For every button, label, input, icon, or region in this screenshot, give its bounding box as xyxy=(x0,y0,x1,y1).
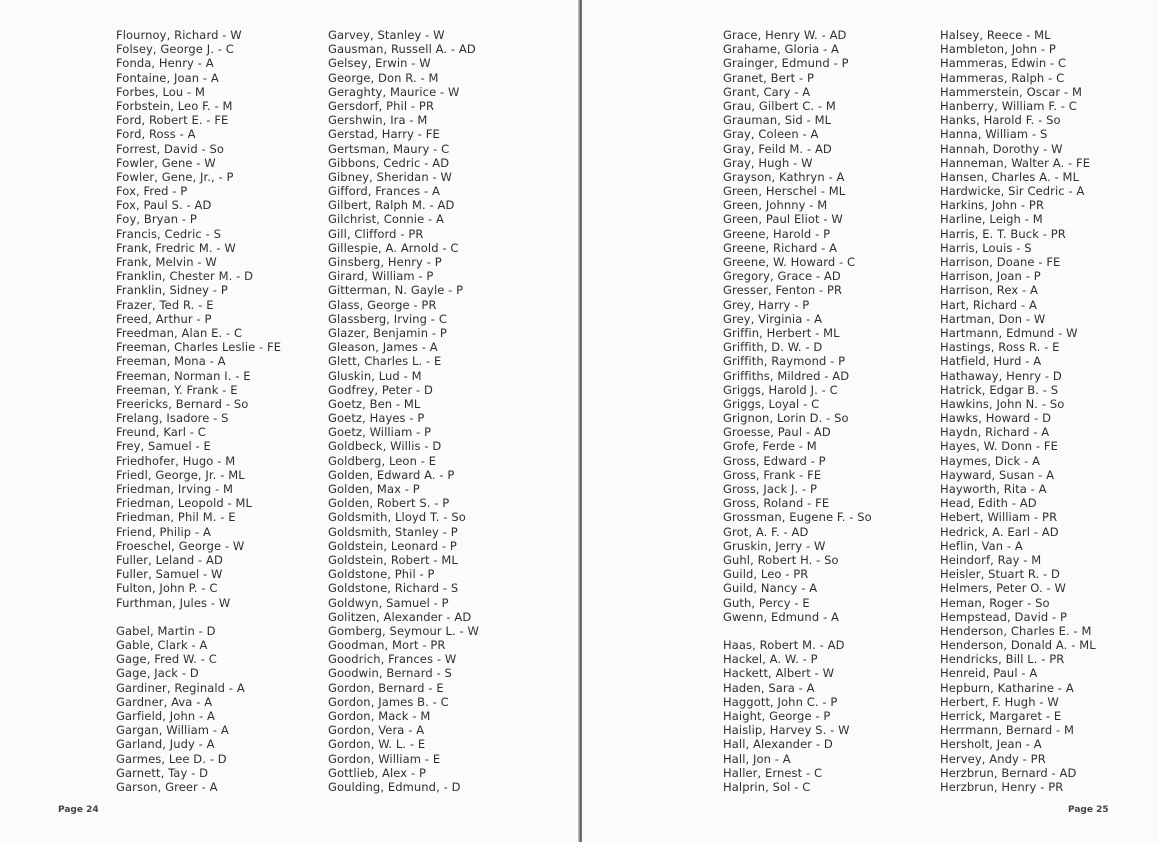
name-column xyxy=(328,28,479,794)
name-entry: Griffith, D. W. - D xyxy=(723,340,823,355)
name-entry: Garland, Judy - A xyxy=(116,737,215,752)
name-entry: Greene, Harold - P xyxy=(723,226,831,241)
name-entry: Hackel, A. W. - P xyxy=(723,652,818,667)
name-entry: Hardwicke, Sir Cedric - A xyxy=(940,184,1085,199)
name-entry: Hart, Richard - A xyxy=(940,297,1037,312)
name-entry: Golden, Max - P xyxy=(328,482,420,496)
name-entry: Head, Edith - AD xyxy=(940,496,1037,511)
name-entry: Gordon, Vera - A xyxy=(328,723,425,738)
name-entry: Franklin, Chester M. - D xyxy=(116,269,254,284)
name-entry: Goetz, Hayes - P xyxy=(328,411,425,426)
name-entry: Halsey, Reece - ML xyxy=(940,28,1051,42)
name-entry: Haas, Robert M. - AD xyxy=(723,638,845,653)
name-entry: Hepburn, Katharine - A xyxy=(940,680,1074,695)
name-entry: Freed, Arthur - P xyxy=(116,311,212,326)
name-entry: Grahame, Gloria - A xyxy=(723,42,839,57)
name-entry: Helmers, Peter O. - W xyxy=(940,581,1066,596)
name-entry: Gable, Clark - A xyxy=(116,638,208,653)
name-entry: Freedman, Alan E. - C xyxy=(116,325,243,340)
name-entry: Hammeras, Edwin - C xyxy=(940,56,1067,71)
name-entry: Griffith, Raymond - P xyxy=(723,354,846,369)
name-entry: Goldsmith, Stanley - P xyxy=(328,524,458,539)
name-entry: Glett, Charles L. - E xyxy=(328,354,442,369)
name-entry: Geraghty, Maurice - W xyxy=(328,84,460,99)
name-entry: Haight, George - P xyxy=(723,709,831,723)
name-entry: Heindorf, Ray - M xyxy=(940,552,1042,567)
name-entry: Griffiths, Mildred - AD xyxy=(723,368,850,383)
name-entry: Hedrick, A. Earl - AD xyxy=(940,524,1059,539)
name-entry: Gertsman, Maury - C xyxy=(328,141,450,156)
name-entry: Friedman, Irving - M xyxy=(116,482,234,496)
name-entry: Haden, Sara - A xyxy=(723,680,815,695)
name-entry: Grofe, Ferde - M xyxy=(723,439,817,454)
name-entry: Gruskin, Jerry - W xyxy=(723,538,826,553)
name-entry: Froeschel, George - W xyxy=(116,538,245,553)
name-entry: Gillespie, A. Arnold - C xyxy=(328,240,459,255)
name-entry: Guild, Nancy - A xyxy=(723,581,818,596)
name-entry: Gross, Edward - P xyxy=(723,453,826,468)
name-entry: Gordon, James B. - C xyxy=(328,694,449,709)
name-entry: Glassberg, Irving - C xyxy=(328,311,447,326)
name-entry: Gordon, W. L. - E xyxy=(328,737,426,752)
name-entry: Grignon, Lorin D. - So xyxy=(723,411,849,426)
name-entry: Herrick, Margaret - E xyxy=(940,709,1062,723)
name-entry: Goldsmith, Lloyd T. - So xyxy=(328,510,466,525)
name-entry: Harris, Louis - S xyxy=(940,240,1032,255)
name-entry: Harrison, Joan - P xyxy=(940,269,1041,284)
name-entry: Halprin, Sol - C xyxy=(723,779,811,794)
name-entry: Gibbons, Cedric - AD xyxy=(328,155,450,170)
name-entry: Hayes, W. Donn - FE xyxy=(940,439,1058,454)
name-entry: Girard, William - P xyxy=(328,269,434,284)
name-entry: Goodwin, Bernard - S xyxy=(328,666,452,681)
name-entry: Gitterman, N. Gayle - P xyxy=(328,283,464,298)
name-entry: Fuller, Samuel - W xyxy=(116,567,223,582)
name-entry: Garvey, Stanley - W xyxy=(328,28,445,42)
name-entry: Gabel, Martin - D xyxy=(116,623,216,638)
name-entry: Goldbeck, Willis - D xyxy=(328,439,442,454)
name-entry: Guild, Leo - PR xyxy=(723,567,809,582)
name-entry: Harline, Leigh - M xyxy=(940,212,1043,227)
name-entry: Haydn, Richard - A xyxy=(940,425,1050,440)
name-entry: Gage, Jack - D xyxy=(116,666,199,681)
name-entry: Herzbrun, Bernard - AD xyxy=(940,765,1077,780)
name-entry: Fontaine, Joan - A xyxy=(116,70,219,85)
name-entry: Hastings, Ross R. - E xyxy=(940,340,1060,355)
name-entry: Goldstone, Richard - S xyxy=(328,581,459,596)
name-entry: Friedman, Leopold - ML xyxy=(116,496,253,511)
name-entry: Hatfield, Hurd - A xyxy=(940,354,1042,369)
name-entry: Griffin, Herbert - ML xyxy=(723,325,840,340)
name-entry: Gersdorf, Phil - PR xyxy=(328,98,435,113)
name-column xyxy=(723,28,872,794)
name-entry: Gardner, Ava - A xyxy=(116,694,213,709)
name-entry: Gluskin, Lud - M xyxy=(328,368,422,383)
name-entry: Goodrich, Frances - W xyxy=(328,652,457,667)
name-entry: Hambleton, John - P xyxy=(940,42,1056,57)
name-entry: Fowler, Gene, Jr., - P xyxy=(116,169,234,184)
name-entry: Harris, E. T. Buck - PR xyxy=(940,226,1066,241)
name-entry: Fox, Fred - P xyxy=(116,184,188,199)
name-entry: Gill, Clifford - PR xyxy=(328,226,424,241)
name-entry: Garfield, John - A xyxy=(116,709,215,723)
name-entry: Gargan, William - A xyxy=(116,723,229,738)
name-entry: Goldstone, Phil - P xyxy=(328,567,435,582)
name-entry: Gordon, Mack - M xyxy=(328,709,431,723)
name-entry: Freund, Karl - C xyxy=(116,425,206,440)
name-entry: Haggott, John C. - P xyxy=(723,694,838,709)
name-entry: George, Don R. - M xyxy=(328,70,439,85)
name-entry: Goulding, Edmund, - D xyxy=(328,779,461,794)
name-entry: Friedl, George, Jr. - ML xyxy=(116,467,245,482)
name-entry: Hempstead, David - P xyxy=(940,609,1068,624)
name-entry: Gray, Coleen - A xyxy=(723,127,819,142)
name-entry: Goldberg, Leon - E xyxy=(328,453,437,468)
name-entry: Gage, Fred W. - C xyxy=(116,652,217,667)
name-entry: Heman, Roger - So xyxy=(940,595,1050,610)
right-page xyxy=(582,0,1158,842)
name-entry: Henreid, Paul - A xyxy=(940,666,1038,681)
name-entry: Hawkins, John N. - So xyxy=(940,396,1065,411)
name-entry: Hall, Jon - A xyxy=(723,751,791,766)
name-entry: Forrest, David - So xyxy=(116,141,225,156)
name-entry: Hanna, William - S xyxy=(940,127,1048,142)
name-entry: Franklin, Sidney - P xyxy=(116,283,228,298)
name-entry: Grauman, Sid - ML xyxy=(723,113,832,128)
name-entry: Freeman, Charles Leslie - FE xyxy=(116,340,282,355)
name-entry: Gifford, Frances - A xyxy=(328,184,440,199)
name-entry: Fowler, Gene - W xyxy=(116,155,216,170)
name-entry: Hayward, Susan - A xyxy=(940,467,1055,482)
section-gap xyxy=(116,610,281,624)
section-gap xyxy=(723,624,872,638)
name-entry: Hanks, Harold F. - So xyxy=(940,113,1061,128)
name-entry: Garnett, Tay - D xyxy=(116,765,209,780)
page-number: Page 25 xyxy=(1068,805,1109,815)
name-entry: Golitzen, Alexander - AD xyxy=(328,609,472,624)
name-entry: Hendricks, Bill L. - PR xyxy=(940,652,1065,667)
name-entry: Fulton, John P. - C xyxy=(116,581,218,596)
name-entry: Golden, Edward A. - P xyxy=(328,467,455,482)
name-entry: Frank, Fredric M. - W xyxy=(116,240,236,255)
name-entry: Freeman, Y. Frank - E xyxy=(116,382,238,397)
name-entry: Freeman, Mona - A xyxy=(116,354,226,369)
name-entry: Friedhofer, Hugo - M xyxy=(116,453,236,468)
name-entry: Garson, Greer - A xyxy=(116,779,218,794)
name-entry: Haislip, Harvey S. - W xyxy=(723,723,850,738)
name-column xyxy=(116,28,281,794)
name-entry: Ford, Ross - A xyxy=(116,127,196,142)
name-entry: Gausman, Russell A. - AD xyxy=(328,42,476,57)
name-entry: Grayson, Kathryn - A xyxy=(723,169,845,184)
name-entry: Grot, A. F. - AD xyxy=(723,524,809,539)
name-entry: Guhl, Robert H. - So xyxy=(723,552,839,567)
name-entry: Gray, Feild M. - AD xyxy=(723,141,832,156)
name-entry: Griggs, Loyal - C xyxy=(723,396,820,411)
name-entry: Frank, Melvin - W xyxy=(116,255,217,269)
name-entry: Grey, Virginia - A xyxy=(723,311,823,326)
name-entry: Grant, Cary - A xyxy=(723,84,811,99)
name-entry: Green, Paul Eliot - W xyxy=(723,212,843,227)
name-entry: Fuller, Leland - AD xyxy=(116,552,223,567)
name-entry: Gray, Hugh - W xyxy=(723,155,813,170)
name-entry: Gleason, James - A xyxy=(328,340,438,355)
name-entry: Hartman, Don - W xyxy=(940,311,1046,326)
name-entry: Flournoy, Richard - W xyxy=(116,28,242,42)
name-entry: Hammeras, Ralph - C xyxy=(940,70,1065,85)
name-entry: Grey, Harry - P xyxy=(723,297,810,312)
name-entry: Frey, Samuel - E xyxy=(116,439,211,454)
name-entry: Ginsberg, Henry - P xyxy=(328,255,442,269)
name-entry: Gordon, William - E xyxy=(328,751,441,766)
name-entry: Goetz, Ben - ML xyxy=(328,396,421,411)
name-entry: Gelsey, Erwin - W xyxy=(328,56,431,71)
name-entry: Griggs, Harold J. - C xyxy=(723,382,838,397)
name-entry: Hanneman, Walter A. - FE xyxy=(940,155,1091,170)
name-column xyxy=(940,28,1096,794)
name-entry: Goldstein, Robert - ML xyxy=(328,552,458,567)
name-entry: Gibney, Sheridan - W xyxy=(328,169,452,184)
name-entry: Gross, Roland - FE xyxy=(723,496,830,511)
name-entry: Freericks, Bernard - So xyxy=(116,396,249,411)
name-entry: Gilbert, Ralph M. - AD xyxy=(328,198,455,213)
name-entry: Herzbrun, Henry - PR xyxy=(940,779,1064,794)
name-entry: Fox, Paul S. - AD xyxy=(116,198,212,213)
name-entry: Hall, Alexander - D xyxy=(723,737,833,752)
name-entry: Fonda, Henry - A xyxy=(116,56,214,71)
name-entry: Gross, Frank - FE xyxy=(723,467,822,482)
name-entry: Grace, Henry W. - AD xyxy=(723,28,847,42)
name-entry: Harrison, Rex - A xyxy=(940,283,1038,298)
name-entry: Herrmann, Bernard - M xyxy=(940,723,1075,738)
name-entry: Gwenn, Edmund - A xyxy=(723,609,839,624)
name-entry: Hayworth, Rita - A xyxy=(940,482,1047,496)
name-entry: Freeman, Norman I. - E xyxy=(116,368,251,383)
name-entry: Hanberry, William F. - C xyxy=(940,98,1077,113)
name-entry: Goldstein, Leonard - P xyxy=(328,538,457,553)
name-entry: Goetz, William - P xyxy=(328,425,432,440)
name-entry: Gardiner, Reginald - A xyxy=(116,680,245,695)
name-entry: Greene, W. Howard - C xyxy=(723,255,856,269)
name-entry: Glass, George - PR xyxy=(328,297,437,312)
name-entry: Greene, Richard - A xyxy=(723,240,838,255)
name-entry: Grainger, Edmund - P xyxy=(723,56,849,71)
name-entry: Hersholt, Jean - A xyxy=(940,737,1042,752)
name-entry: Granet, Bert - P xyxy=(723,70,815,85)
name-entry: Friedman, Phil M. - E xyxy=(116,510,236,525)
name-entry: Folsey, George J. - C xyxy=(116,42,234,57)
name-entry: Gregory, Grace - AD xyxy=(723,269,841,284)
name-entry: Green, Herschel - ML xyxy=(723,184,846,199)
name-entry: Furthman, Jules - W xyxy=(116,595,231,610)
name-entry: Frelang, Isadore - S xyxy=(116,411,229,426)
name-entry: Garmes, Lee D. - D xyxy=(116,751,227,766)
name-entry: Groesse, Paul - AD xyxy=(723,425,831,440)
name-entry: Grossman, Eugene F. - So xyxy=(723,510,872,525)
name-entry: Herbert, F. Hugh - W xyxy=(940,694,1059,709)
name-entry: Gilchrist, Connie - A xyxy=(328,212,444,227)
name-entry: Hansen, Charles A. - ML xyxy=(940,169,1080,184)
name-entry: Frazer, Ted R. - E xyxy=(116,297,214,312)
name-entry: Godfrey, Peter - D xyxy=(328,382,433,397)
name-entry: Hervey, Andy - PR xyxy=(940,751,1046,766)
name-entry: Haller, Ernest - C xyxy=(723,765,823,780)
name-entry: Haymes, Dick - A xyxy=(940,453,1041,468)
name-entry: Golden, Robert S. - P xyxy=(328,496,450,511)
name-entry: Francis, Cedric - S xyxy=(116,226,221,241)
name-entry: Gomberg, Seymour L. - W xyxy=(328,623,479,638)
name-entry: Hatrick, Edgar B. - S xyxy=(940,382,1059,397)
name-entry: Grau, Gilbert C. - M xyxy=(723,98,836,113)
name-entry: Gresser, Fenton - PR xyxy=(723,283,843,298)
name-entry: Heisler, Stuart R. - D xyxy=(940,567,1061,582)
name-entry: Hebert, William - PR xyxy=(940,510,1058,525)
name-entry: Green, Johnny - M xyxy=(723,198,828,213)
name-entry: Goodman, Mort - PR xyxy=(328,638,446,653)
name-entry: Hawks, Howard - D xyxy=(940,411,1052,426)
name-entry: Hackett, Albert - W xyxy=(723,666,835,681)
page-number: Page 24 xyxy=(58,805,99,815)
name-entry: Hannah, Dorothy - W xyxy=(940,141,1063,156)
name-entry: Hartmann, Edmund - W xyxy=(940,325,1078,340)
name-entry: Foy, Bryan - P xyxy=(116,212,197,227)
name-entry: Henderson, Charles E. - M xyxy=(940,623,1092,638)
name-entry: Harrison, Doane - FE xyxy=(940,255,1061,269)
name-entry: Goldwyn, Samuel - P xyxy=(328,595,449,610)
name-entry: Forbes, Lou - M xyxy=(116,84,206,99)
name-entry: Henderson, Donald A. - ML xyxy=(940,638,1096,653)
name-entry: Ford, Robert E. - FE xyxy=(116,113,229,128)
name-entry: Hathaway, Henry - D xyxy=(940,368,1062,383)
name-entry: Gershwin, Ira - M xyxy=(328,113,428,128)
name-entry: Harkins, John - PR xyxy=(940,198,1045,213)
name-entry: Forbstein, Leo F. - M xyxy=(116,98,233,113)
name-entry: Friend, Philip - A xyxy=(116,524,211,539)
name-entry: Gerstad, Harry - FE xyxy=(328,127,440,142)
name-entry: Gordon, Bernard - E xyxy=(328,680,444,695)
name-entry: Gottlieb, Alex - P xyxy=(328,765,426,780)
name-entry: Hammerstein, Oscar - M xyxy=(940,84,1082,99)
name-entry: Gross, Jack J. - P xyxy=(723,482,818,496)
name-entry: Guth, Percy - E xyxy=(723,595,810,610)
name-entry: Heflin, Van - A xyxy=(940,538,1023,553)
name-entry: Glazer, Benjamin - P xyxy=(328,325,447,340)
